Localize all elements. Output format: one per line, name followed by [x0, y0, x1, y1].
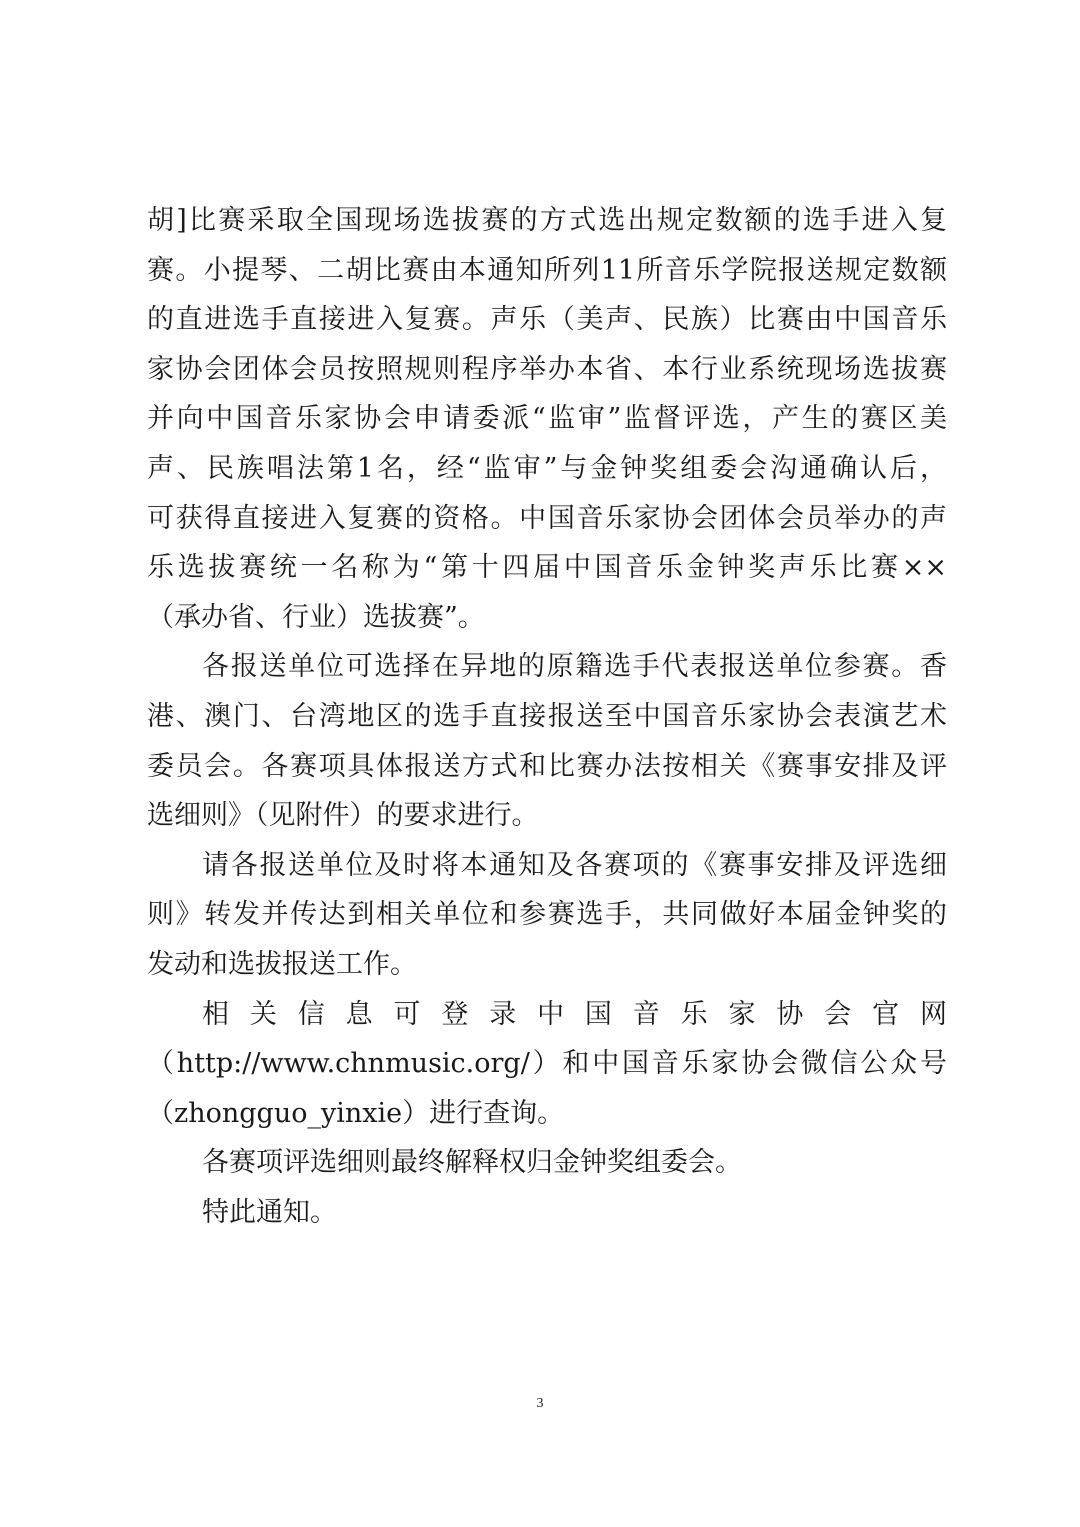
text-line: 乐选拔赛统一名称为“第十四届中国音乐金钟奖声乐比赛×× — [147, 552, 947, 584]
text-line: 请各报送单位及时将本通知及各赛项的《赛事安排及评选细 — [202, 849, 947, 881]
page-number: 3 — [536, 1396, 544, 1411]
text-line-website: （http://www.chnmusic.org/）和中国音乐家协会微信公众号 — [147, 1048, 947, 1080]
text-line: 可获得直接进入复赛的资格。中国音乐家协会团体会员举办的声 — [147, 502, 947, 534]
text-line: 发动和选拔报送工作。 — [147, 948, 417, 980]
paragraph-related-info — [147, 990, 947, 1139]
text-line: 家协会团体会员按照规则程序举办本省、本行业系统现场选拔赛 — [147, 353, 947, 385]
text-line: 相关信息可登录中国音乐家协会官网 — [202, 998, 947, 1030]
paragraph-competition-rules — [147, 196, 947, 642]
paragraph-interpretation — [147, 1138, 947, 1188]
text-line: 委员会。各赛项具体报送方式和比赛办法按相关《赛事安排及评 — [147, 750, 947, 782]
text-line: 并向中国音乐家协会申请委派“监审”监督评选，产生的赛区美 — [147, 403, 947, 435]
text-line: 则》转发并传达到相关单位和参赛选手，共同做好本届金钟奖的 — [147, 899, 947, 931]
text-line: 声、民族唱法第1名，经“监审”与金钟奖组委会沟通确认后， — [147, 452, 947, 484]
text-line: 各赛项评选细则最终解释权归金钟奖组委会。 — [202, 1147, 742, 1179]
text-line: 胡]比赛采取全国现场选拔赛的方式选出规定数额的选手进入复 — [147, 205, 947, 236]
text-line: （承办省、行业）选拔赛”。 — [147, 601, 485, 633]
text-line: 港、澳门、台湾地区的选手直接报送至中国音乐家协会表演艺术 — [147, 700, 947, 732]
paragraph-reporting-units — [147, 642, 947, 840]
text-line-wechat: （zhongguo_yinxie）进行查询。 — [147, 1097, 565, 1129]
paragraph-closing — [147, 1188, 947, 1238]
text-line: 赛。小提琴、二胡比赛由本通知所列11所音乐学院报送规定数额 — [147, 254, 947, 286]
text-line: 特此通知。 — [202, 1196, 337, 1228]
paragraph-forwarding — [147, 841, 947, 990]
text-line: 的直进选手直接进入复赛。声乐（美声、民族）比赛由中国音乐 — [147, 304, 947, 336]
text-line: 选细则》（见附件）的要求进行。 — [147, 800, 539, 832]
document-body — [147, 196, 947, 1237]
text-line: 各报送单位可选择在异地的原籍选手代表报送单位参赛。香 — [202, 651, 947, 683]
